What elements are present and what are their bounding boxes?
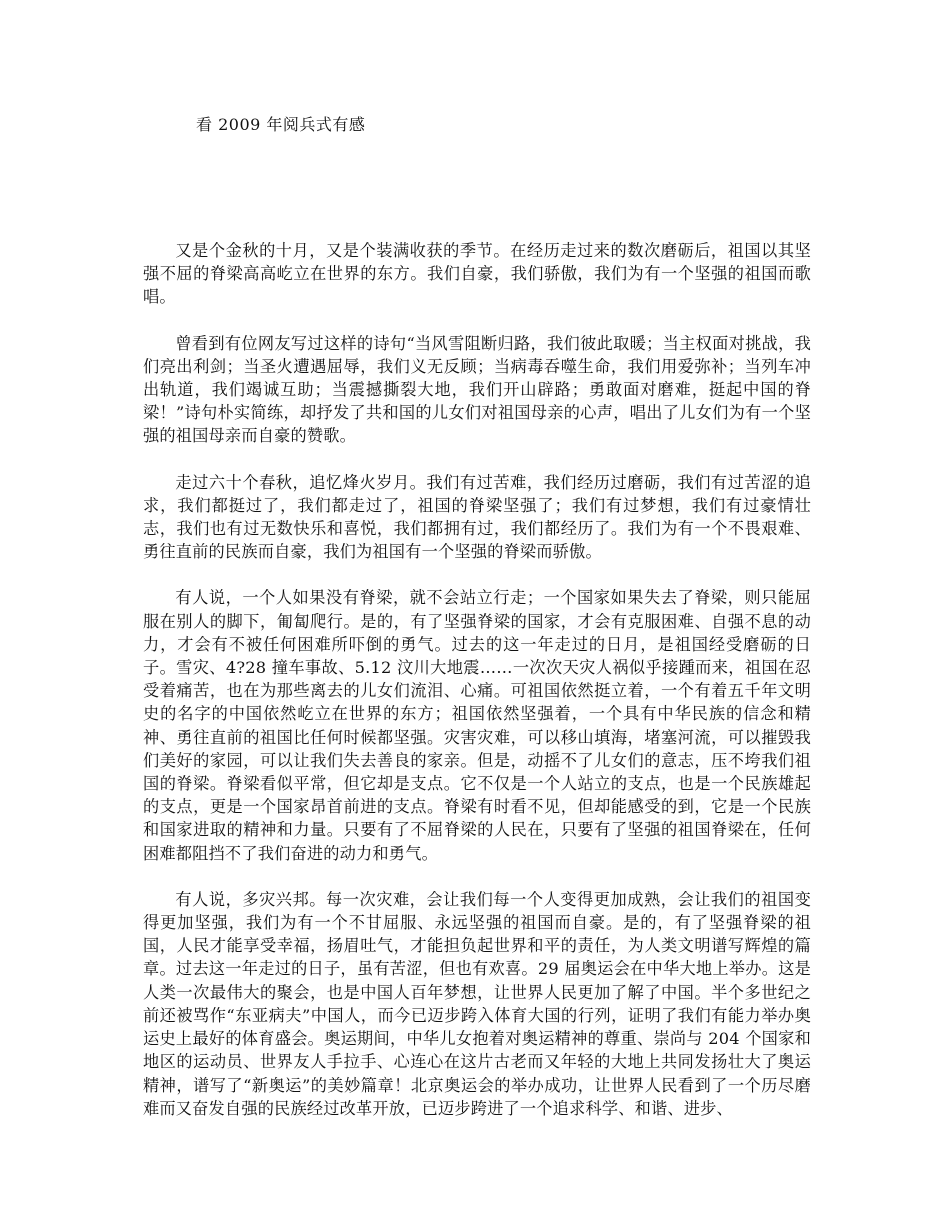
paragraph-3: 走过六十个春秋，追忆烽火岁月。我们有过苦难，我们经历过磨砺，我们有过苦涩的追求，我们都挺过了，我们都走过了，祖国的脊梁坚强了；我们有过梦想，我们有过豪情壮志，我们也有过无数快乐和喜悦，我们都拥有过，我们都经历了。我们为有一个不畏艰难、勇往直前的民族而自豪，我们为祖国有一个坚强的脊梁而骄傲。 [143, 472, 811, 562]
document-title: 看 2009 年阅兵式有感 [196, 115, 366, 134]
paragraph-4: 有人说，一个人如果没有脊梁，就不会站立行走；一个国家如果失去了脊梁，则只能屈服在别人的脚下，匍匐爬行。是的，有了坚强脊梁的国家，才会有克服困难、自强不息的动力，才会有不被任何困难所吓倒的勇气。过去的这一年走过的日月，是祖国经受磨砺的日子。雪灾、4?28 撞车事故、5.12 汶川大地震……一次次天灾人祸似乎接踵而来，祖国在忍受着痛苦，也在为那些离去的儿女们流泪、心痛。可祖国依然挺立着，一个有着五千年文明史的名字的中国依然屹立在世界的东方；祖国依然坚强着，一个具有中华民族的信念和精神、勇往直前的祖国比任何时候都坚强。灾害灾难，可以移山填海，堵塞河流，可以摧毁我们美好的家园，可以让我们失去善良的家亲。但是，动摇不了儿女们的意志，压不垮我们祖国的脊梁。脊梁看似平常，但它却是支点。它不仅是一个人站立的支点，也是一个民族雄起的支点，更是一个国家昂首前进的支点。脊梁有时看不见，但却能感受的到，它是一个民族和国家进取的精神和力量。只要有了不屈脊梁的人民在，只要有了坚强的祖国脊梁在，任何困难都阻挡不了我们奋进的动力和勇气。 [143, 588, 811, 863]
paragraph-5: 有人说，多灾兴邦。每一次灾难，会让我们每一个人变得更加成熟，会让我们的祖国变得更加坚强，我们为有一个不甘屈服、永远坚强的祖国而自豪。是的，有了坚强脊梁的祖国，人民才能享受幸福，扬眉吐气，才能担负起世界和平的责任，为人类文明谱写辉煌的篇章。过去这一年走过的日子，虽有苦涩，但也有欢喜。29 届奥运会在中华大地上举办。这是人类一次最伟大的聚会，也是中国人百年梦想，让世界人民更加了解了中国。半个多世纪之前还被骂作“东亚病夫”中国人，而今已迈步跨入体育大国的行列，证明了我们有能力举办奥运史上最好的体育盛会。奥运期间，中华儿女抱着对奥运精神的尊重、崇尚与 204 个国家和地区的运动员、世界友人手拉手、心连心在这片古老而又年轻的大地上共同发扬壮大了奥运精神，谱写了“新奥运”的美妙篇章！北京奥运会的举办成功，让世界人民看到了一个历尽磨难而又奋发自强的民族经过改革开放，已迈步跨进了一个追求科学、和谐、进步、 [143, 889, 811, 1118]
paragraph-1: 又是个金秋的十月，又是个装满收获的季节。在经历走过来的数次磨砺后，祖国以其坚强不屈的脊梁高高屹立在世界的东方。我们自豪，我们骄傲，我们为有一个坚强的祖国而歌唱。 [143, 241, 811, 307]
paragraph-2: 曾看到有位网友写过这样的诗句“当风雪阻断归路，我们彼此取暖；当主权面对挑战，我们亮出利剑；当圣火遭遇屈辱，我们义无反顾；当病毒吞噬生命，我们用爱弥补；当列车冲出轨道，我们竭诚互助；当震撼撕裂大地，我们开山辟路；勇敢面对磨难，挺起中国的脊梁！”诗句朴实简练，却抒发了共和国的儿女们对祖国母亲的心声，唱出了儿女们为有一个坚强的祖国母亲而自豪的赞歌。 [143, 333, 811, 446]
document-body [143, 239, 811, 1143]
